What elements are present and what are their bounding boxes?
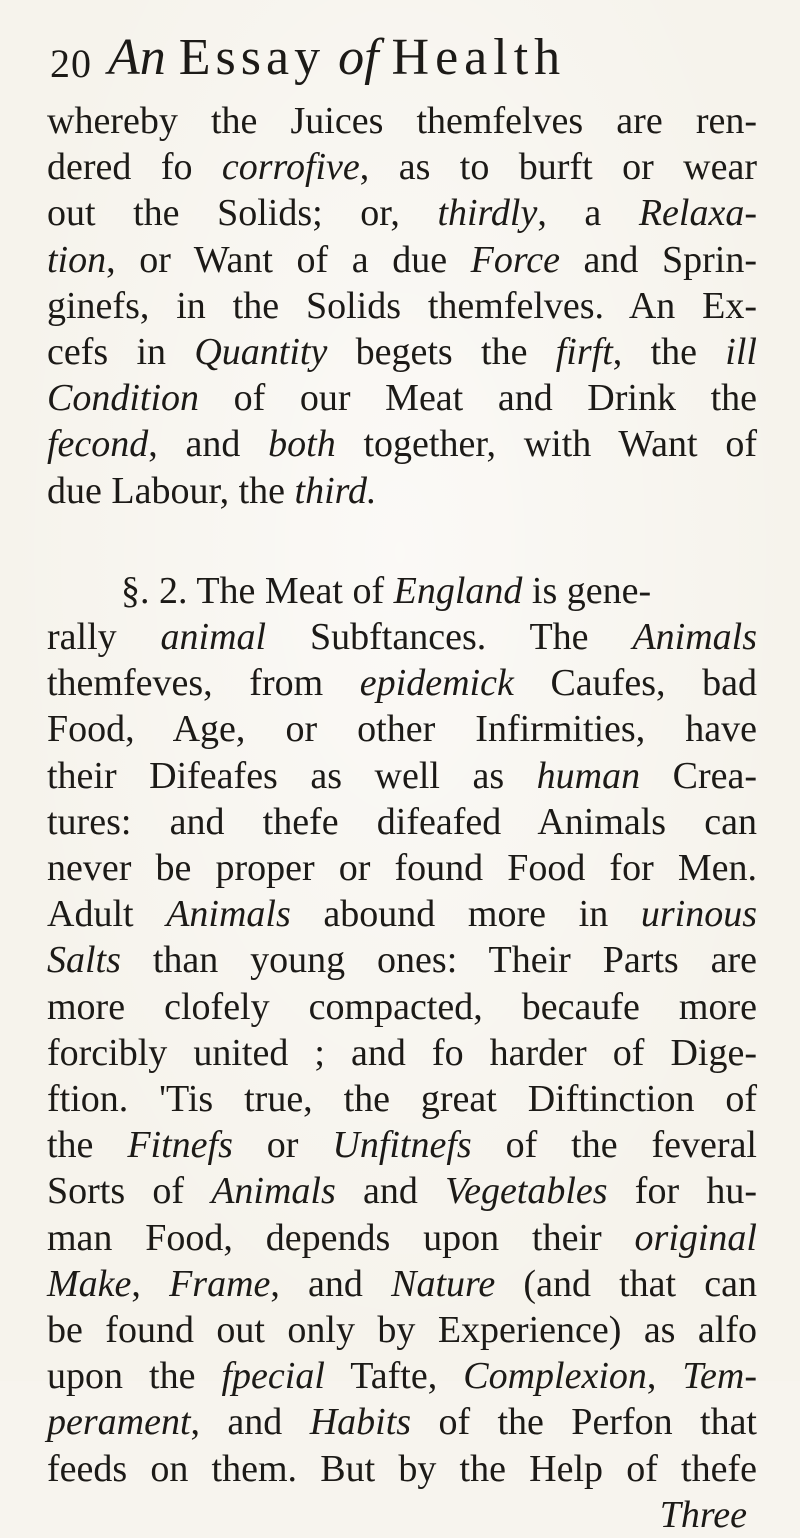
- italic-text: Condition: [47, 377, 200, 420]
- text-line: [47, 237, 757, 283]
- text-line: [47, 799, 757, 845]
- text-line: [47, 1261, 757, 1307]
- italic-text: fecond: [47, 423, 149, 466]
- roman-text: feeds on them. But by the Help of thefe: [47, 1447, 757, 1490]
- text-line: [47, 1168, 757, 1214]
- text-line: [47, 468, 757, 514]
- text-line: [47, 144, 757, 190]
- italic-text: Unfitnefs: [332, 1124, 472, 1167]
- roman-text: upon the: [47, 1355, 222, 1398]
- roman-text: begets the: [327, 331, 556, 373]
- roman-text: , and: [190, 1401, 310, 1444]
- roman-text: Adult: [47, 893, 167, 936]
- roman-text: their Difeafes as well as: [47, 754, 537, 797]
- roman-text: be found out only by Experience) as alfo: [47, 1309, 757, 1351]
- italic-text: Relaxa-: [638, 192, 757, 235]
- italic-text: human: [536, 754, 641, 797]
- text-line: [47, 614, 757, 660]
- page-number: 20: [50, 41, 92, 86]
- roman-text: , the: [612, 331, 726, 373]
- text-line: [47, 421, 757, 467]
- roman-text: man Food, depends upon their: [47, 1216, 635, 1259]
- running-title-health: Health: [391, 29, 567, 86]
- italic-text: Habits: [309, 1401, 412, 1444]
- italic-text: original: [634, 1216, 757, 1259]
- roman-text: ginefs, in the Solids themfelves. An Ex-: [47, 284, 757, 327]
- italic-text: urinous: [640, 893, 757, 936]
- text-line: [47, 845, 757, 891]
- text-line: [47, 190, 757, 236]
- roman-text: together, with Want of: [335, 423, 757, 466]
- roman-text: Tafte,: [324, 1355, 464, 1398]
- roman-text: tures: and thefe difeafed Animals can: [47, 800, 757, 843]
- roman-text: and: [335, 1170, 446, 1213]
- roman-text: forcibly united ; and fo harder of Dige-: [47, 1031, 757, 1074]
- roman-text: ftion. 'Tis true, the great Diftinction of: [47, 1078, 757, 1120]
- text-line: [47, 660, 757, 706]
- italic-text: Animals: [632, 616, 758, 658]
- text-line: [47, 937, 757, 983]
- italic-text: Quantity: [194, 331, 328, 373]
- italic-text: ill: [725, 331, 757, 373]
- text-line: [47, 753, 757, 799]
- italic-text: Fitnefs: [127, 1124, 233, 1167]
- roman-text: , or Want of a due: [106, 238, 471, 281]
- roman-text: cefs in: [47, 331, 195, 373]
- roman-text: Food, Age, or other Infirmities, have: [47, 708, 757, 751]
- italic-text: Complexion: [463, 1355, 647, 1398]
- roman-text: of the feveral: [471, 1124, 757, 1167]
- roman-text: rally: [47, 616, 161, 658]
- roman-text: Caufes, bad: [513, 662, 757, 705]
- roman-text: due Labour, the: [47, 469, 295, 512]
- roman-text: than young ones: Their Parts are: [120, 939, 757, 982]
- text-line: [47, 329, 757, 375]
- italic-text: corrofive: [221, 146, 360, 189]
- italic-text: Make: [47, 1262, 132, 1305]
- text-line: [47, 1030, 757, 1076]
- text-line: [47, 984, 757, 1030]
- roman-text: out the Solids; or,: [47, 192, 438, 235]
- roman-text: Crea-: [640, 754, 757, 797]
- text-line: [47, 568, 757, 614]
- text-line: [47, 1122, 757, 1168]
- italic-text: animal: [160, 616, 267, 658]
- running-title-of: of: [338, 29, 379, 86]
- roman-text: , as to burft or wear: [359, 146, 758, 189]
- italic-text: Tem-: [682, 1355, 757, 1398]
- italic-text: Force: [470, 238, 560, 281]
- italic-text: Animals: [166, 893, 291, 936]
- text-line: [47, 98, 757, 144]
- italic-text: thirdly: [437, 192, 538, 235]
- italic-text: Salts: [47, 939, 121, 982]
- roman-text: more clofely compacted, becaufe more: [47, 985, 757, 1028]
- text-line: [47, 891, 757, 937]
- text-line: [47, 706, 757, 752]
- italic-text: both: [268, 423, 336, 466]
- italic-text: fpecial: [221, 1355, 325, 1398]
- roman-text: whereby the Juices themfelves are ren-: [47, 100, 757, 142]
- roman-text: and Sprin-: [559, 238, 757, 281]
- paragraph-indent: [47, 568, 651, 614]
- roman-text: , and: [148, 423, 269, 466]
- roman-text: ,: [131, 1262, 170, 1305]
- running-title-an: An: [108, 29, 166, 86]
- italic-text: Animals: [211, 1170, 336, 1213]
- roman-text: Sorts of: [47, 1170, 212, 1213]
- roman-text: abound more in: [290, 893, 641, 936]
- roman-text: (and that can: [495, 1262, 757, 1305]
- italic-text: firft: [555, 331, 613, 373]
- roman-text: , and: [270, 1262, 392, 1305]
- text-line: [47, 375, 757, 421]
- roman-text: Subftances. The: [266, 616, 633, 658]
- text-line: [47, 1399, 757, 1445]
- text-line: [47, 1215, 757, 1261]
- italic-text: tion: [47, 238, 107, 281]
- roman-text: of our Meat and Drink the: [199, 377, 757, 420]
- roman-text: of the Perfon that: [411, 1401, 757, 1444]
- roman-text: themfeves, from: [47, 662, 360, 705]
- roman-text: dered fo: [47, 146, 222, 189]
- italic-text: Vegetables: [445, 1170, 608, 1213]
- running-head: [50, 28, 760, 92]
- roman-text: never be proper or found Food for Men.: [47, 847, 757, 889]
- roman-text: or: [232, 1124, 333, 1167]
- roman-text: ,: [646, 1355, 683, 1398]
- roman-text: the: [47, 1124, 128, 1167]
- roman-text: for hu-: [607, 1170, 757, 1213]
- italic-text: England: [393, 569, 523, 612]
- italic-text: epidemick: [359, 662, 514, 705]
- italic-text: Nature: [391, 1262, 496, 1305]
- text-line: [47, 1492, 747, 1538]
- italic-text: Frame: [169, 1262, 271, 1305]
- text-line: [47, 1353, 757, 1399]
- italic-text: Three: [659, 1493, 747, 1536]
- text-line: [47, 1307, 757, 1353]
- italic-text: perament: [47, 1401, 191, 1444]
- text-line: [47, 1446, 757, 1492]
- roman-text: is gene-: [522, 569, 652, 612]
- roman-text: , a: [537, 192, 639, 235]
- running-title: [108, 28, 566, 87]
- text-line: [47, 283, 757, 329]
- running-title-essay: Essay: [178, 29, 326, 86]
- roman-text: §. 2. The Meat of: [121, 569, 394, 612]
- italic-text: third.: [294, 469, 377, 512]
- text-line: [47, 1076, 757, 1122]
